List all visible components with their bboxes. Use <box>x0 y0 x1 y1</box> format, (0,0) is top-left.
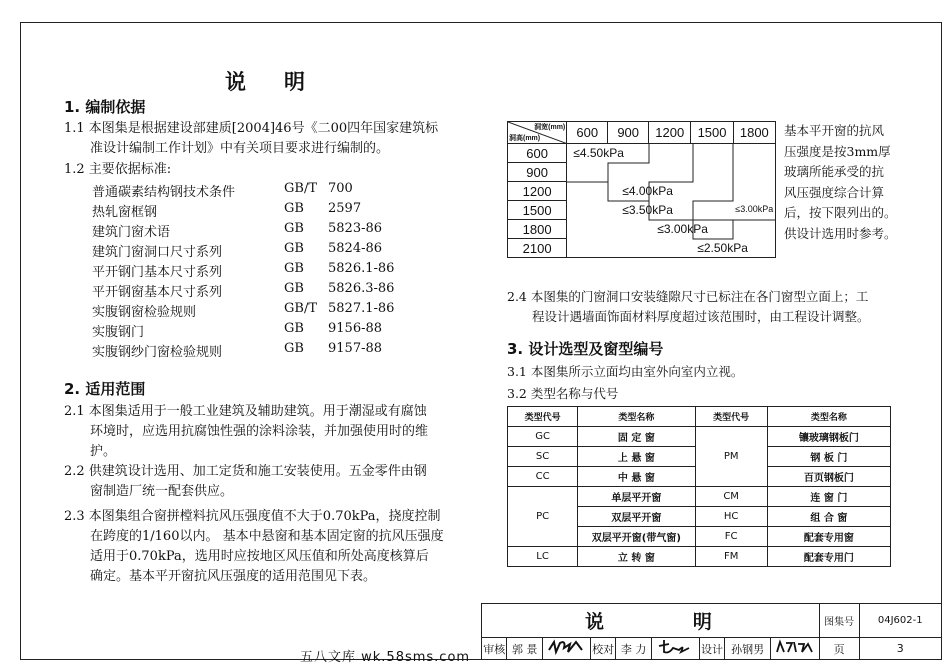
para-2-4: 2.4 本图集的门窗洞口安装缝隙尺寸已标注在各门窗型立面上；工 程设计遇墙面饰面材料厚度超过该范围时，由工程设计调整。 <box>507 289 870 324</box>
review-signature <box>543 638 591 660</box>
height-2100: 2100 <box>508 239 567 258</box>
standard-prefix: GB/T <box>284 181 317 196</box>
standard-number: 5824-86 <box>328 241 383 256</box>
header-code: 类型代号 <box>508 407 578 427</box>
side-note: 基本平开窗的抗风 压强度是按3mm厚 玻璃所能承受的抗 风压强度综合计算 后，按下限列出的。 供设计选用时参考。 <box>784 123 897 241</box>
standard-prefix: GB <box>284 321 304 336</box>
type-name: 立 转 窗 <box>578 547 695 567</box>
section-2-heading: 2. 适用范围 <box>64 380 146 398</box>
standard-name: 建筑门窗术语 <box>92 225 171 240</box>
standard-number: 5827.1-86 <box>328 301 395 316</box>
standard-name: 实腹钢纱门窗检验规则 <box>92 345 223 360</box>
width-1500: 1500 <box>691 122 733 144</box>
table-corner-cell: 洞宽(mm) 洞高(mm) <box>508 122 567 144</box>
design-name: 孙钢男 <box>725 638 771 660</box>
header-name: 类型名称 <box>767 407 890 427</box>
standard-name: 普通碳素结构钢技术条件 <box>92 185 236 200</box>
type-name: 百页钢板门 <box>767 467 890 487</box>
standard-prefix: GB/T <box>284 301 317 316</box>
standard-name: 实腹钢窗检验规则 <box>92 305 197 320</box>
type-code: SC <box>508 447 578 467</box>
standard-name: 实腹钢门 <box>92 325 145 340</box>
type-code: GC <box>508 427 578 447</box>
section-3-heading: 3. 设计选型及窗型编号 <box>507 340 664 358</box>
type-code: PM <box>695 427 767 487</box>
wind-pressure-table <box>507 121 776 258</box>
height-1500: 1500 <box>508 201 567 220</box>
height-1200: 1200 <box>508 182 567 201</box>
para-2-3: 2.3 本图集组合窗拼樘料抗风压强度值不大于0.70kPa，挠度控制 在跨度的1/160以内。 基本中悬窗和基本固定窗的抗风压强度 适用于0.70kPa，选用时应按地区风压值和所处高度核算后 确定。基本平开窗抗风压强度的适用范围见下表。 <box>64 509 444 584</box>
para-1-2-label: 1.2 主要依据标准: <box>64 162 172 177</box>
standard-name: 建筑门窗洞口尺寸系列 <box>92 245 223 260</box>
signature-icon <box>546 638 586 656</box>
header-name: 类型名称 <box>578 407 695 427</box>
type-name: 中 悬 窗 <box>578 467 695 487</box>
type-name: 镶玻璃钢板门 <box>767 427 890 447</box>
design-signature <box>770 638 819 660</box>
standard-name: 平开钢门基本尺寸系列 <box>92 265 223 280</box>
title-block-title: 说 明 <box>482 604 820 638</box>
height-1800: 1800 <box>508 220 567 239</box>
type-name: 组 合 窗 <box>767 507 890 527</box>
standard-name: 平开钢窗基本尺寸系列 <box>92 285 223 300</box>
signature-icon <box>774 638 816 656</box>
header-code: 类型代号 <box>695 407 767 427</box>
type-code: CM <box>695 487 767 507</box>
type-code: FC <box>695 527 767 547</box>
check-signature <box>651 638 699 660</box>
para-1-1: 1.1 本图集是根据建设部建质[2004]46号《二00四年国家建筑标 准设计编制工作计划》中有关项目要求进行编制的。 <box>64 121 439 156</box>
type-name: 固 定 窗 <box>578 427 695 447</box>
section-1-heading: 1. 编制依据 <box>64 98 146 116</box>
width-1800: 1800 <box>733 122 775 144</box>
standard-prefix: GB <box>284 281 304 296</box>
page-value: 3 <box>859 638 942 660</box>
para-3-1: 3.1 本图集所示立面均由室外向室内立视。 <box>507 364 744 379</box>
standard-number: 9156-88 <box>328 321 383 336</box>
standard-number: 5826.1-86 <box>328 261 395 276</box>
type-name: 配套专用门 <box>767 547 890 567</box>
review-label: 审核 <box>482 638 507 660</box>
page-label: 页 <box>819 638 859 660</box>
check-name: 李 力 <box>616 638 652 660</box>
type-name: 双层平开窗(带气窗) <box>578 527 695 547</box>
standard-number: 2597 <box>328 201 362 216</box>
type-code: CC <box>508 467 578 487</box>
type-name: 配套专用窗 <box>767 527 890 547</box>
standard-number: 5823-86 <box>328 221 383 236</box>
type-table <box>507 406 891 567</box>
atlas-value: 04J602-1 <box>859 604 942 638</box>
type-code: LC <box>508 547 578 567</box>
type-name: 上 悬 窗 <box>578 447 695 467</box>
standard-number: 700 <box>328 181 353 196</box>
type-code: HC <box>695 507 767 527</box>
standard-number: 9157-88 <box>328 341 383 356</box>
atlas-label: 图集号 <box>819 604 859 638</box>
watermark-footer: 五八文库 wk.58sms.com <box>300 650 471 665</box>
type-name: 钢 板 门 <box>767 447 890 467</box>
zone-label: ≤4.50kPa <box>573 146 624 160</box>
standard-prefix: GB <box>284 341 304 356</box>
type-code: PC <box>508 487 578 547</box>
signature-icon <box>655 638 695 656</box>
height-900: 900 <box>508 163 567 182</box>
type-name: 连 窗 门 <box>767 487 890 507</box>
check-label: 校对 <box>590 638 615 660</box>
standard-name: 热轧窗框钢 <box>92 205 158 220</box>
zone-label: ≤3.50kPa <box>622 203 673 217</box>
type-name: 双层平开窗 <box>578 507 695 527</box>
width-600: 600 <box>567 122 608 144</box>
standard-prefix: GB <box>284 261 304 276</box>
standard-prefix: GB <box>284 201 304 216</box>
para-3-2: 3.2 类型名称与代号 <box>507 386 619 401</box>
type-code: FM <box>695 547 767 567</box>
width-1200: 1200 <box>649 122 691 144</box>
para-2-1: 2.1 本图集适用于一般工业建筑及辅助建筑。用于潮湿或有腐蚀 环境时，应选用抗腐蚀性强的涂料涂装，并加强使用时的维 护。 <box>64 404 429 459</box>
width-900: 900 <box>608 122 649 144</box>
zone-label: ≤2.50kPa <box>697 241 748 255</box>
zone-label: ≤3.00kPa <box>735 204 774 214</box>
design-label: 设计 <box>699 638 724 660</box>
para-2-2: 2.2 供建筑设计选用、加工定货和施工安装使用。五金零件由钢 窗制造厂统一配套供应。 <box>64 464 427 499</box>
standard-number: 5826.3-86 <box>328 281 395 296</box>
standard-prefix: GB <box>284 241 304 256</box>
zone-label: ≤4.00kPa <box>622 184 673 198</box>
title-block <box>481 603 942 660</box>
review-name: 郭 景 <box>507 638 543 660</box>
page-title: 说 明 <box>225 70 307 94</box>
type-name: 单层平开窗 <box>578 487 695 507</box>
height-600: 600 <box>508 144 567 163</box>
pressure-zones <box>567 144 776 258</box>
standard-prefix: GB <box>284 221 304 236</box>
zone-label: ≤3.00kPa <box>657 222 708 236</box>
